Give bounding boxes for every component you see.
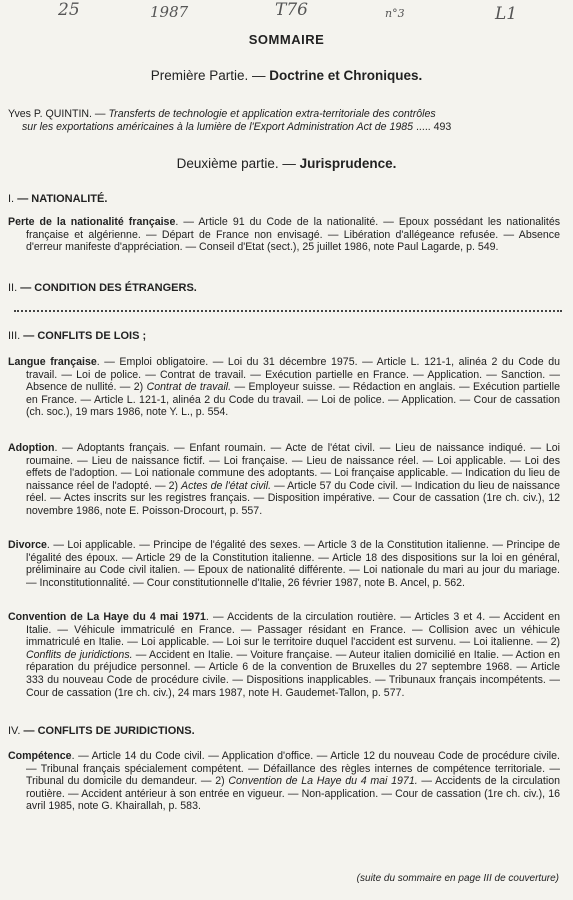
dotted-separator (14, 310, 562, 312)
handwritten-note-volume: T76 (275, 0, 308, 20)
page-title: SOMMAIRE (248, 32, 325, 47)
article-page: ..... 493 (413, 120, 452, 133)
section-heading-nationalite: I. — NATIONALITÉ. (8, 193, 108, 205)
entry-adoption: Adoption. — Adoptants français. — Enfant roumain. — Acte de l'état civil. — Lieu de naissance indiqué. — Loi roumaine. — Lieu de naissance fictif. — Loi française. — Lieu de naissance réel. — Loi applicable. — Loi des effets de l'adoption. — Loi nationale commune des adoptants. — Loi française applicable. — Indication du lieu de naissance réel de l'adopté. — 2) Actes de l'état civil. — Article 57 du Code civil. — Indication du lieu de naissance réel. — Actes inscrits sur les registres français. — Disposition impérative. — Cour de cassation (1re ch. civ.), 12 novembre 1986, note E. Poisson-Drocourt, p. 557. (8, 442, 560, 517)
section-heading-condition: II. — CONDITION DES ÉTRANGERS. (8, 282, 197, 294)
handwritten-note-25: 25 (58, 0, 80, 20)
part-two-title: Jurisprudence. (299, 156, 397, 171)
entry-keyword: Perte de la nationalité française (8, 216, 176, 228)
handwritten-note-number: n°3 (385, 7, 405, 20)
handwritten-note-year: 1987 (150, 3, 189, 21)
entry-text: . — Article 91 du Code de la nationalité. — Epoux possédant les nationalités française et algérienne. — Départ de France non envisagé. — Libération d'allégeance refusée. — Absence d'erreur manifeste d'appréciation. — Conseil d'Etat (sect.), 25 juillet 1986, note Paul Lagarde, p. 549. (26, 216, 561, 254)
entry-langue: Langue française. — Emploi obligatoire. — Loi du 31 décembre 1975. — Article L. 121-1, alinéa 2 du Code du travail. — Loi de police. — Contrat de travail. — Exécution partielle en France. — Application. — Sanction. — Absence de nullité. — 2) Contrat de travail. — Employeur suisse. — Rédaction en anglais. — Exécution partielle en France. — Article L. 121-1, alinéa 2 du Code du travail. — Loi de police. — Application. — Cour de cassation (ch. soc.), 19 mars 1986, note Y. L., p. 554. (8, 356, 560, 419)
part-two-label: Deuxième partie. — (176, 156, 300, 171)
section-heading-conflits-juridictions: IV. — CONFLITS DE JURIDICTIONS. (8, 725, 195, 737)
article-author: Yves P. QUINTIN. — (8, 108, 109, 120)
part-one-heading (0, 70, 573, 83)
part-two-heading (0, 158, 573, 171)
footer-note: (suite du sommaire en page III de couverture) (356, 873, 559, 884)
article-title-line1: Transferts de technologie et application extra-territoriale des contrôles (108, 108, 436, 120)
entry-competence: Compétence. — Article 14 du Code civil. — Application d'office. — Article 12 du nouveau Code de procédure civile. — Tribunal français spécialement compétent. — Défaillance des règles internes de compétence territoriale. — Tribunal du domicile du demandeur. — 2) Convention de La Haye du 4 mai 1971. — Accidents de la circulation routière. — Accident antérieur à son entrée en vigueur. — Non-application. — Cour de cassation (1re ch. civ.), 16 avril 1985, note G. Khairallah, p. 583. (8, 750, 560, 813)
part-one-label: Première Partie. — (150, 68, 270, 83)
article-title-line2: sur les exportations américaines à la lumière de l'Export Administration Act de 1985 (22, 120, 414, 133)
part-one-title: Doctrine et Chroniques. (269, 68, 423, 83)
handwritten-note-l1: L1 (495, 4, 518, 24)
article-entry-quintin (8, 108, 560, 133)
entry-nationalite (8, 216, 560, 254)
entry-convention: Convention de La Haye du 4 mai 1971. — Accidents de la circulation routière. — Articles 3 et 4. — Accident en Italie. — Véhicule immatriculé en France. — Passager résidant en France. — Collision avec un véhicule immatriculé en Italie. — Loi applicable. — Loi sur le territoire duquel l'accident est survenu. — Loi italienne. — 2) Conflits de juridictions. — Accident en Italie. — Voiture française. — Auteur italien domicilié en Italie. — Action en réparation du préjudice personnel. — Article 6 de la convention de Bruxelles du 27 septembre 1968. — Article 333 du nouveau Code de procédure civile. — Dispositions inapplicables. — Tribunaux français incompétents. — Cour de cassation (1re ch. civ.), 24 mars 1987, note H. Gaudemet-Tallon, p. 577. (8, 611, 561, 699)
entry-divorce: Divorce. — Loi applicable. — Principe de l'égalité des sexes. — Article 3 de la Constitution italienne. — Principe de l'égalité des époux. — Article 29 de la Constitution italienne. — Article 18 des dispositions sur la loi en général, préliminaire au Code civil italien. — Epoux de nationalité différente. — Loi nationale du mari au jour du mariage. — Inconstitutionnalité. — Cour constitutionnelle d'Italie, 26 février 1987, note B. Ancel, p. 562. (8, 539, 560, 589)
section-heading-conflits-lois: III. — CONFLITS DE LOIS ; (8, 330, 147, 342)
